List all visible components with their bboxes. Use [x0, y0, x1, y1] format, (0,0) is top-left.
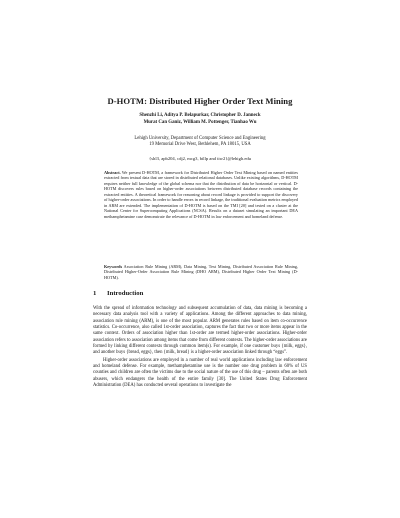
body-paragraph-1: With the spread of information technology and subsequent accumulation of data, data mining is becoming a necessary data analysis tool with a variety of applications. Among the different approaches to data mining, association rule mining (ARM), is one of the most popular. ARM generates rules based on item co-occurrence statistics. Co-occurrence, also called 1st-order association, captures the fact that two or more items appear in the same context. Orders of association higher than 1st-order are termed higher-order associations. Higher-order association refers to association among items that come from different contexts. The higher-order associations are formed by linking different contexts through common item(s). For example, if one customer buys {milk, eggs}, and another buys {bread, eggs}, then {milk, bread} is a higher-order association linked through “eggs”. — [93, 306, 307, 356]
keywords — [104, 264, 298, 280]
body-paragraph-2: Higher-order associations are employed in a number of real world applications including law enforcement and homeland defense. For example, methamphetamine use is the number one drug problem in 60% of US counties and children are often the victims due to the social nature of the use of this drug – parents often are both abusers, which endangers the health of the entire family [30]. The United States Drug Enforcement Administration (DEA) has conducted several operations to investigate the — [93, 357, 307, 389]
abstract — [104, 170, 298, 219]
affiliation-line-1: Lehigh University, Department of Computer Science and Engineering — [134, 136, 266, 141]
paper-title: D-HOTM: Distributed Higher Order Text Mining — [107, 96, 293, 106]
section-number: 1 — [93, 290, 97, 297]
affiliation — [0, 136, 400, 149]
affiliation-line-2: 19 Memorial Drive West, Bethlehem, PA 18015, USA — [149, 142, 251, 148]
abstract-heading: Abstract. — [104, 170, 121, 175]
section-heading — [93, 290, 143, 297]
keywords-heading: Keywords — [104, 264, 123, 269]
section-title: Introduction — [107, 290, 144, 297]
author-line-1: Shenzhi Li, Aditya P. Belapurkar, Christopher D. Janneck — [139, 113, 261, 118]
abstract-text: We present D-HOTM, a framework for Distributed Higher Order Text Mining based on named entities extracted from textual data that are stored in distributed relational databases. Unlike existing algorithms, D-HOTM requires neither full knowledge of the global schema nor that the distribution of data be horizontal or vertical. D-HOTM discovers rules based on higher-order associations between distributed database records containing the extracted entities. A theoretical framework for reasoning about record linkage is provided to support the discovery of higher-order associations. In order to handle errors in record linkage, the traditional evaluation metrics employed in ARM are extended. The implementation of D-HOTM is based on the TMI [20] and tested on a cluster at the National Center for Supercomputing Applications (NCSA). Results on a dataset simulating an important DEA methamphetamine case demonstrate the relevance of D-HOTM in law enforcement and homeland defense. — [104, 170, 298, 219]
author-list — [0, 113, 400, 126]
keywords-text: Association Rule Mining (ARM), Data Mining, Text Mining, Distributed Association Rule Mining, Distributed Higher-Order Association Rule Mining (DHO ARM), Distributed Higher Order Text Mining (D-HOTM). — [104, 264, 298, 280]
author-line-2: Murat Can Ganiz, William M. Pottenger, Tianhao Wu — [143, 119, 257, 125]
section-body — [93, 306, 307, 389]
author-emails: {shl3, apb204, cdj2, mcg3, billp and tiw2}@lehigh.edu — [149, 156, 251, 161]
